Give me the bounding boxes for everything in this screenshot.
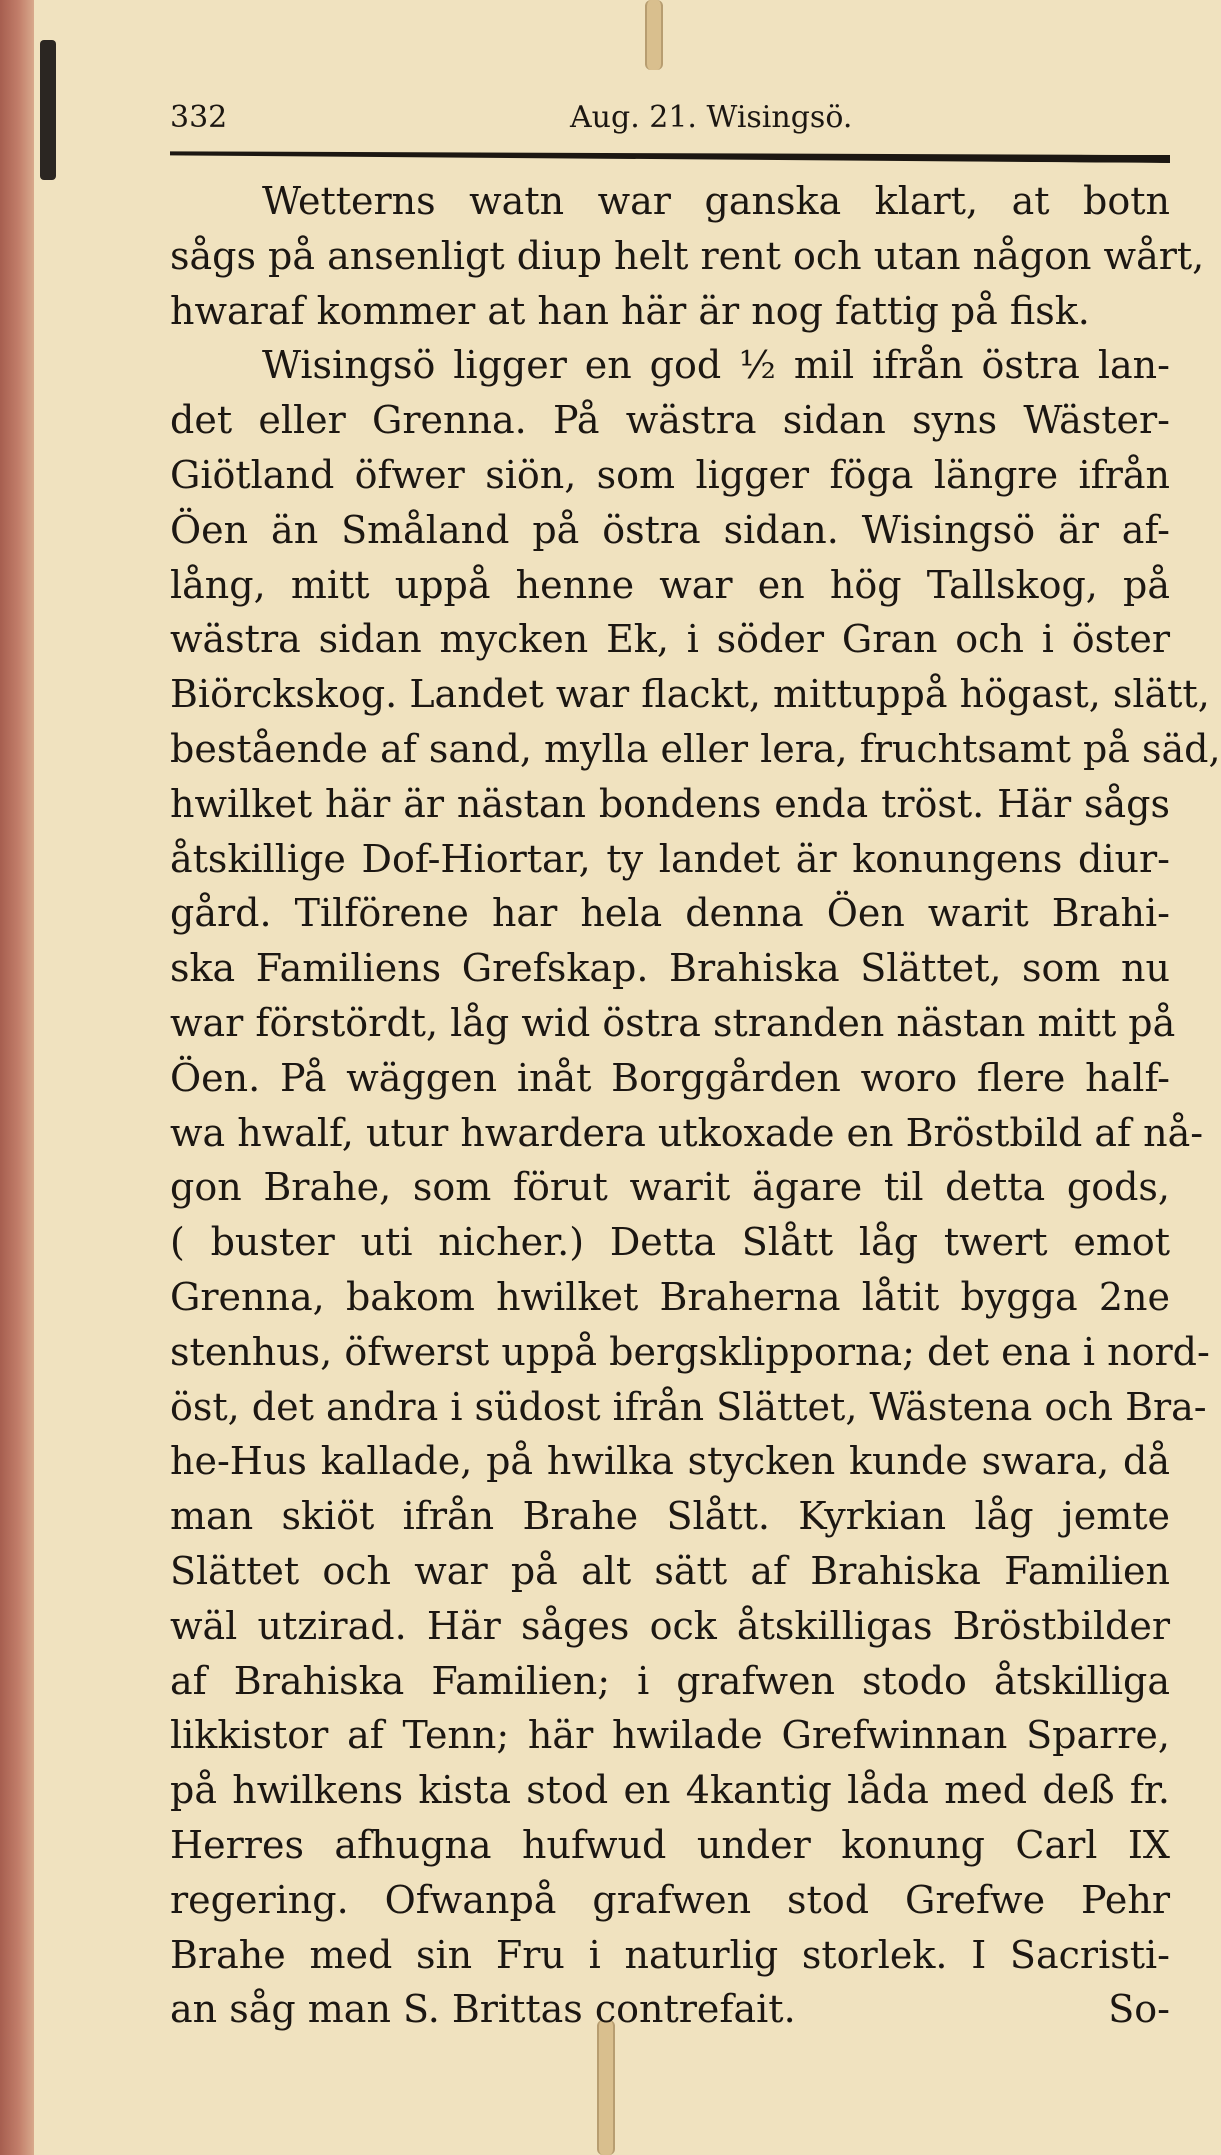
text-line: det eller Grenna. På wästra sidan syns Wäster-: [170, 398, 1170, 443]
header-rule: [170, 149, 1170, 163]
text-line: Wetterns watn war ganska klart, at botn: [262, 179, 1170, 223]
text-line: Slättet och war på alt sätt af Brahiska Familien: [170, 1548, 1170, 1593]
text-line: Wisingsö ligger en god ½ mil ifrån östra lan-: [262, 343, 1170, 388]
text-line: ska Familiens Grefskap. Brahiska Slättet, som nu: [170, 946, 1170, 991]
text-line: regering. Ofwanpå grafwen stod Grefwe Pehr: [170, 1877, 1170, 1922]
catchword: So-: [1108, 1987, 1170, 2032]
text-line-with-catchword: [170, 1982, 1170, 2037]
text-line: öst, det andra i südost ifrån Slättet, Wästena och Bra-: [170, 1384, 1207, 1429]
text-line: Herres afhugna hufwud under konung Carl IX: [170, 1822, 1170, 1867]
text-line: lång, mitt uppå henne war en hög Tallskog, på: [170, 562, 1170, 607]
text-line: wästra sidan mycken Ek, i söder Gran och i öster: [170, 617, 1170, 662]
text-line: bestående af sand, mylla eller lera, fruchtsamt på säd,: [170, 726, 1221, 771]
printed-page: [170, 100, 1221, 2037]
text-line: på hwilkens kista stod en 4kantig låda med deß fr.: [170, 1768, 1170, 1813]
text-line: stenhus, öfwerst uppå bergsklipporna; det ena i nord-: [170, 1329, 1210, 1374]
text-line: an såg man S. Brittas contrefait.: [170, 1987, 796, 2032]
book-spine-edge: [0, 0, 34, 2155]
text-line: Grenna, bakom hwilket Braherna låtit bygga 2ne: [170, 1274, 1170, 1319]
text-line: hwaraf kommer at han här är nog fattig på fisk.: [170, 288, 1090, 333]
text-line: he-Hus kallade, på hwilka stycken kunde swara, då: [170, 1439, 1170, 1484]
text-line: åtskillige Dof-Hiortar, ty landet är konungens diur-: [170, 836, 1170, 881]
text-line: Giötland öfwer siön, som ligger föga längre ifrån: [170, 452, 1170, 497]
text-line: wäl utzirad. Här såges ock åtskilligas Bröstbilder: [170, 1603, 1170, 1648]
text-line: gon Brahe, som förut warit ägare til detta gods,: [170, 1165, 1170, 1210]
text-line: likkistor af Tenn; här hwilade Grefwinnan Sparre,: [170, 1713, 1170, 1758]
text-line: man skiöt ifrån Brahe Slått. Kyrkian låg jemte: [170, 1494, 1170, 1539]
text-line: Brahe med sin Fru i naturlig storlek. I Sacristi-: [170, 1932, 1170, 1977]
text-line: ( buster uti nicher.) Detta Slått låg twert emot: [170, 1220, 1170, 1265]
text-line: Öen. På wäggen inåt Borggården woro flere half-: [170, 1055, 1170, 1100]
page-number: 332: [170, 100, 228, 135]
binding-thread-bottom: [597, 2020, 615, 2155]
text-line: af Brahiska Familien; i grafwen stodo åtskilliga: [170, 1658, 1170, 1703]
binding-thread-top: [645, 0, 663, 70]
bookmark-ribbon: [40, 40, 56, 180]
text-line: sågs på ansenligt diup helt rent och utan någon wårt,: [170, 233, 1205, 278]
text-line: Öen än Småland på östra sidan. Wisingsö är af-: [170, 507, 1170, 552]
text-line: war förstördt, låg wid östra stranden nästan mitt på: [170, 1000, 1176, 1045]
text-line: hwilket här är nästan bondens enda tröst. Här sågs: [170, 781, 1170, 826]
running-header: [170, 100, 1170, 144]
text-line: wa hwalf, utur hwardera utkoxade en Bröstbild af nå-: [170, 1110, 1204, 1155]
text-line: gård. Tilförene har hela denna Öen warit Brahi-: [170, 891, 1170, 936]
running-head: Aug. 21. Wisingsö.: [570, 100, 853, 135]
body-text: [170, 174, 1221, 2037]
text-line: Biörckskog. Landet war flackt, mittuppå högast, slätt,: [170, 672, 1210, 717]
